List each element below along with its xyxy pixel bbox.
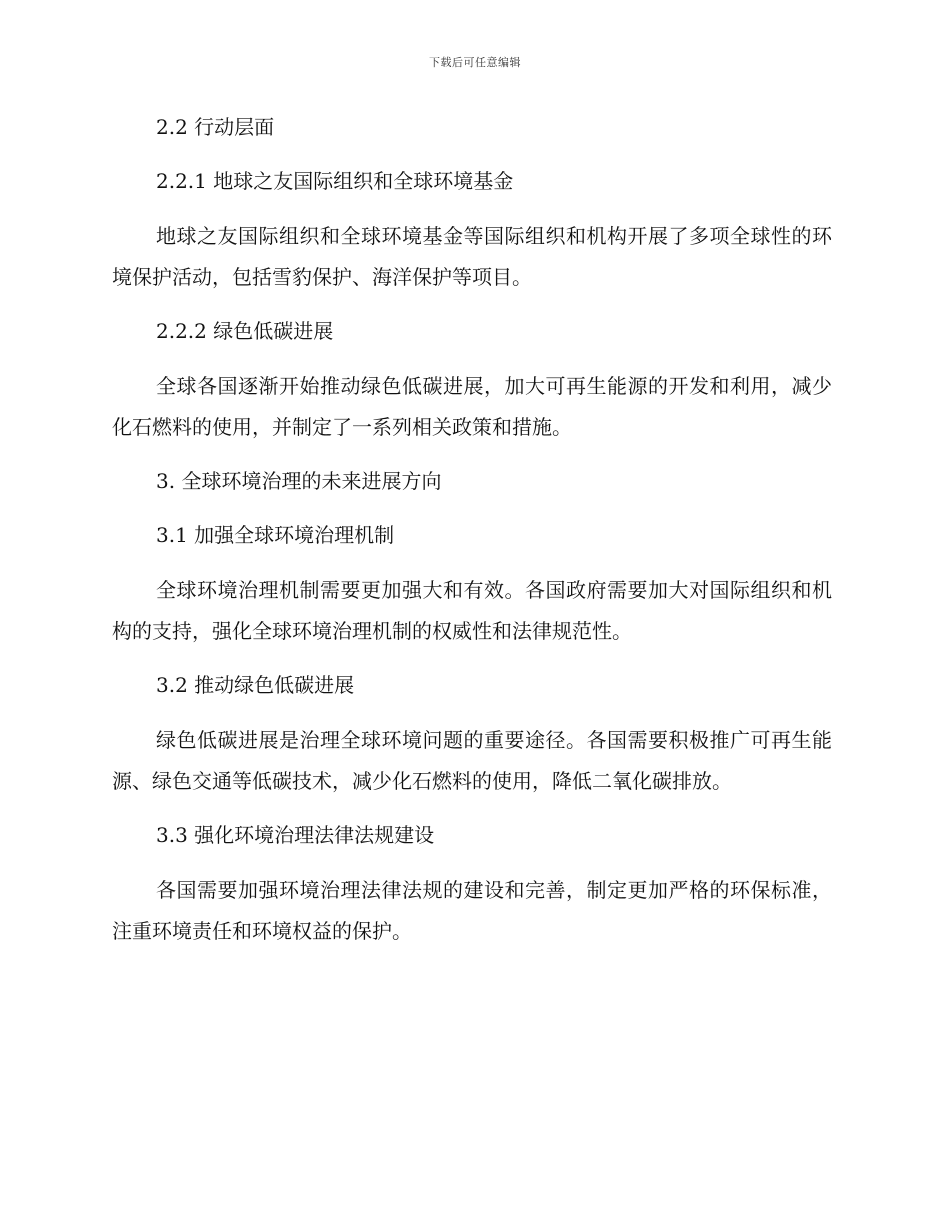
section-heading-2-2-2: 2.2.2 绿色低碳进展 <box>156 319 334 343</box>
section-heading-3-2: 3.2 推动绿色低碳进展 <box>156 673 355 697</box>
section-heading-2-2-1: 2.2.1 地球之友国际组织和全球环境基金 <box>156 169 514 193</box>
section-heading-3-1: 3.1 加强全球环境治理机制 <box>156 523 395 547</box>
paragraph-2-2-2: 全球各国逐渐开始推动绿色低碳进展，加大可再生能源的开发和利用，减少化石燃料的使用，并制定了一系列相关政策和措施。 <box>112 374 832 439</box>
document-body <box>112 108 832 966</box>
paragraph-2-2-1: 地球之友国际组织和全球环境基金等国际组织和机构开展了多项全球性的环境保护活动，包括雪豹保护、海洋保护等项目。 <box>112 224 832 289</box>
paragraph-3-1: 全球环境治理机制需要更加强大和有效。各国政府需要加大对国际组织和机构的支持，强化全球环境治理机制的权威性和法律规范性。 <box>112 578 832 643</box>
section-heading-3-3: 3.3 强化环境治理法律法规建设 <box>156 823 435 847</box>
page-header-note: 下载后可任意编辑 <box>429 56 521 69</box>
paragraph-3-3: 各国需要加强环境治理法律法规的建设和完善，制定更加严格的环保标准，注重环境责任和环境权益的保护。 <box>112 878 832 943</box>
section-heading-2-2: 2.2 行动层面 <box>156 115 275 139</box>
section-heading-3: 3. 全球环境治理的未来进展方向 <box>156 469 442 493</box>
paragraph-3-2: 绿色低碳进展是治理全球环境问题的重要途径。各国需要积极推广可再生能源、绿色交通等低碳技术，减少化石燃料的使用，降低二氧化碳排放。 <box>112 728 832 793</box>
